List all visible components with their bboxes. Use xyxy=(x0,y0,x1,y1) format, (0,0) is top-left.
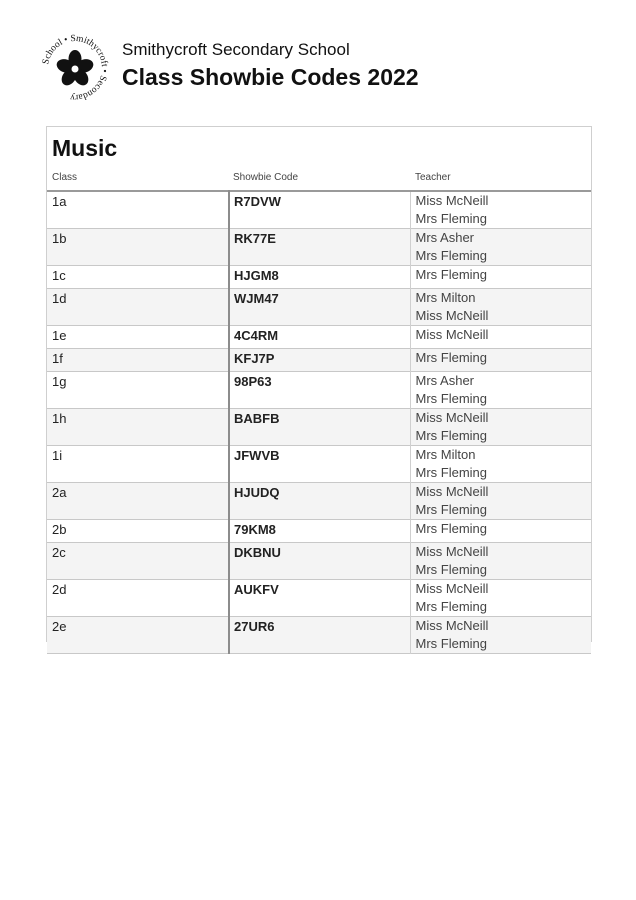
showbie-code-cell: HJGM8 xyxy=(229,266,410,289)
table-row xyxy=(47,326,591,349)
teacher-name: Miss McNeill xyxy=(415,618,489,633)
teacher-name: Mrs Fleming xyxy=(415,502,488,517)
teacher-name: Mrs Asher xyxy=(415,230,475,245)
music-codes-panel xyxy=(46,126,592,651)
teacher-name: Mrs Fleming xyxy=(415,465,488,480)
showbie-code-cell: RK77E xyxy=(229,229,410,266)
teacher-name: Miss McNeill xyxy=(415,193,489,208)
svg-text:School • Smithycroft • Seconda: School • Smithycroft • Secondary xyxy=(41,33,110,103)
class-cell: 2e xyxy=(47,617,229,654)
class-cell: 2b xyxy=(52,522,67,537)
teacher-name: Mrs Fleming xyxy=(415,562,488,577)
showbie-code-cell: R7DVW xyxy=(229,191,410,229)
table-row xyxy=(47,409,591,446)
class-cell: 1g xyxy=(52,374,67,389)
class-cell: 1c xyxy=(52,268,66,283)
document-header xyxy=(122,40,419,92)
teacher-cell xyxy=(410,617,591,654)
teacher-name: Mrs Milton xyxy=(415,290,476,305)
school-logo xyxy=(40,33,110,103)
teacher-name: Mrs Milton xyxy=(415,447,476,462)
table-row xyxy=(47,520,591,543)
showbie-code-cell: 98P63 xyxy=(229,372,410,409)
class-cell: 1b xyxy=(47,229,229,266)
teacher-cell xyxy=(410,289,591,326)
teacher-cell xyxy=(410,191,591,229)
class-cell: 1h xyxy=(47,409,229,446)
table-row xyxy=(47,289,591,326)
showbie-code-cell: AUKFV xyxy=(229,580,410,617)
class-cell: 2c xyxy=(47,543,229,580)
showbie-code-cell: 4C4RM xyxy=(229,326,410,349)
document-title: Class Showbie Codes 2022 xyxy=(122,64,419,90)
table-row xyxy=(47,483,591,520)
codes-table xyxy=(47,190,591,654)
showbie-code-cell: KFJ7P xyxy=(229,349,410,372)
showbie-code-cell: 79KM8 xyxy=(229,520,410,543)
teacher-cell xyxy=(410,409,591,446)
showbie-code-cell: JFWVB xyxy=(229,446,410,483)
column-header-code: Showbie Code xyxy=(233,172,299,183)
class-cell: 1f xyxy=(47,349,229,372)
teacher-name: Miss McNeill xyxy=(415,410,489,425)
table-row xyxy=(47,229,591,266)
column-header-class: Class xyxy=(52,172,78,183)
teacher-name: Miss McNeill xyxy=(415,308,489,323)
teacher-name: Mrs Fleming xyxy=(415,636,488,651)
teacher-name: Mrs Fleming xyxy=(415,248,488,263)
teacher-name: Mrs Fleming xyxy=(415,211,488,226)
table-row xyxy=(47,191,591,229)
showbie-code-cell: HJUDQ xyxy=(229,483,410,520)
flower-icon xyxy=(55,50,95,88)
showbie-code-cell: BABFB xyxy=(229,409,410,446)
showbie-code-cell: WJM47 xyxy=(229,289,410,326)
table-row xyxy=(47,349,591,372)
column-header-teacher: Teacher xyxy=(415,172,451,183)
class-cell: 1e xyxy=(52,328,67,343)
class-cell: 1d xyxy=(47,289,229,326)
school-name: Smithycroft Secondary School xyxy=(122,40,350,59)
class-cell: 2d xyxy=(52,582,67,597)
teacher-name: Mrs Asher xyxy=(415,373,475,388)
teacher-name: Mrs Fleming xyxy=(415,267,488,282)
teacher-name: Mrs Fleming xyxy=(415,428,488,443)
teacher-cell xyxy=(410,372,591,409)
teacher-name: Miss McNeill xyxy=(415,544,489,559)
section-title: Music xyxy=(52,135,118,161)
class-cell: 1a xyxy=(52,194,67,209)
teacher-name: Miss McNeill xyxy=(415,484,489,499)
teacher-name: Mrs Fleming xyxy=(415,599,488,614)
teacher-cell xyxy=(410,520,591,543)
teacher-cell xyxy=(410,580,591,617)
teacher-cell xyxy=(410,229,591,266)
teacher-name: Miss McNeill xyxy=(415,581,489,596)
class-cell: 1i xyxy=(52,448,63,463)
class-cell: 2a xyxy=(47,483,229,520)
showbie-code-cell: 27UR6 xyxy=(229,617,410,654)
teacher-cell xyxy=(410,266,591,289)
teacher-name: Mrs Fleming xyxy=(415,350,488,365)
table-row xyxy=(47,446,591,483)
table-row xyxy=(47,372,591,409)
teacher-cell xyxy=(410,483,591,520)
table-row xyxy=(47,266,591,289)
teacher-name: Miss McNeill xyxy=(415,327,489,342)
teacher-name: Mrs Fleming xyxy=(415,391,488,406)
teacher-cell xyxy=(410,326,591,349)
teacher-cell xyxy=(410,349,591,372)
teacher-name: Mrs Fleming xyxy=(415,521,488,536)
showbie-code-cell: DKBNU xyxy=(229,543,410,580)
table-row xyxy=(47,617,591,654)
teacher-cell xyxy=(410,543,591,580)
teacher-cell xyxy=(410,446,591,483)
table-row xyxy=(47,543,591,580)
table-row xyxy=(47,580,591,617)
